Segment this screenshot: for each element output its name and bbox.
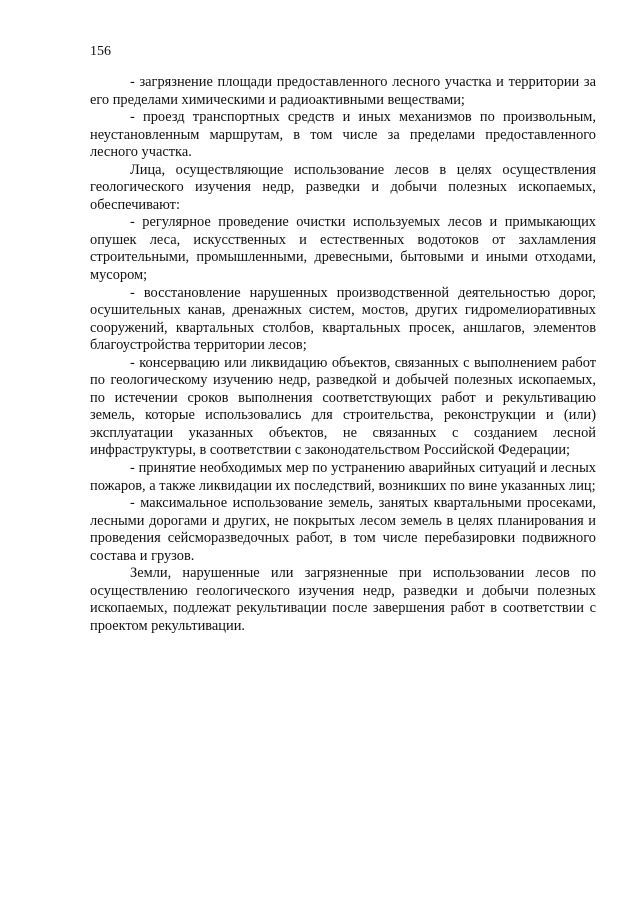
paragraph-recultivation: Земли, нарушенные или загрязненные при использовании лесов по осуществлению геологического изучения недр, разведки и добычи полезных ископаемых, подлежат рекультивации после завершения работ в соответствии с проектом рекультивации. — [90, 565, 596, 634]
document-body — [90, 74, 596, 636]
paragraph-geology-duties-intro: Лица, осуществляющие использование лесов в целях осуществления геологического изучения недр, разведки и добычи полезных ископаемых, обеспечивают: — [90, 161, 596, 213]
paragraph-restoration: - восстановление нарушенных производственной деятельностью дорог, осушительных канав, дренажных систем, мостов, других гидромелиоративных сооружений, квартальных столбов, квартальных просек, аншлагов, элементов благоустройства территории лесов; — [90, 284, 596, 354]
paragraph-land-use: - максимальное использование земель, занятых квартальными просеками, лесными дорогами и других, не покрытых лесом земель в целях планирования и проведения сейсморазведочных работ, в том числе перебазировки подвижного состава и грузов. — [90, 495, 596, 564]
paragraph-conservation: - консервацию или ликвидацию объектов, связанных с выполнением работ по геологическому изучению недр, разведкой и добычей полезных ископаемых, по истечении сроков выполнения соответствующих работ и рекультивацию земель, которые использовались для строительства, реконструкции и (или) эксплуатации указанных объектов, не связанных с созданием лесной инфраструктуры, в соответствии с законодательством Российской Федерации; — [90, 354, 596, 459]
paragraph-pollution: - загрязнение площади предоставленного лесного участка и территории за его пределами химическими и радиоактивными веществами; — [90, 74, 596, 108]
paragraph-emergency-measures: - принятие необходимых мер по устранению аварийных ситуаций и лесных пожаров, а также ликвидации их последствий, возникших по вине указанных лиц; — [90, 460, 596, 494]
paragraph-vehicle-passage: - проезд транспортных средств и иных механизмов по произвольным, неустановленным маршрутам, в том числе за пределами предоставленного лесного участка. — [90, 109, 596, 161]
page-number: 156 — [90, 44, 111, 59]
paragraph-cleaning: - регулярное проведение очистки используемых лесов и примыкающих опушек леса, искусственных и естественных водотоков от захламления строительными, промышленными, древесными, бытовыми и иными отходами, мусором; — [90, 214, 596, 284]
